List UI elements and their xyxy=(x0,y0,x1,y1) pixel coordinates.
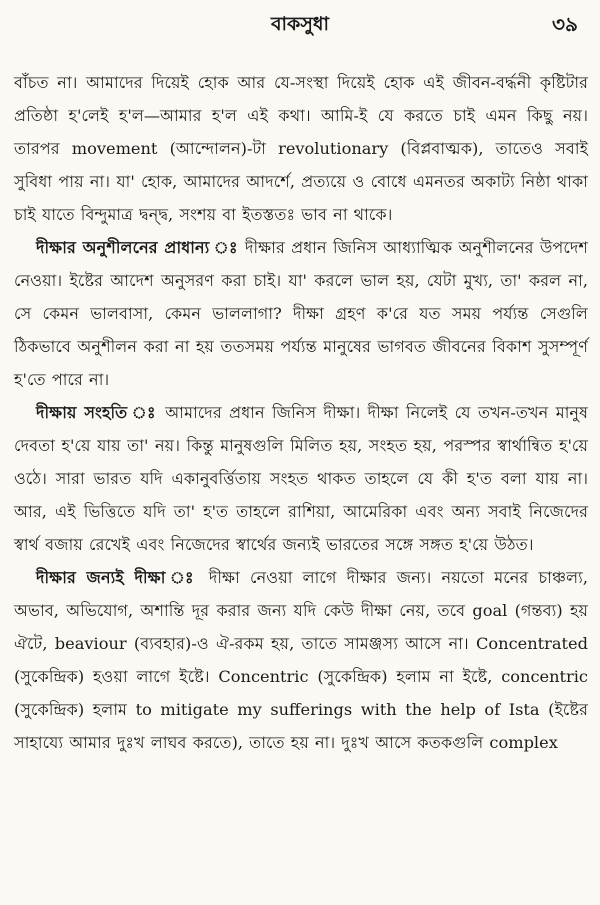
paragraph-heading: দীক্ষার জন্যই দীক্ষা ঃ xyxy=(36,568,199,587)
page-body xyxy=(14,66,588,759)
paragraph-heading: দীক্ষার অনুশীলনের প্রাধান্য ঃ xyxy=(36,238,239,257)
paragraph-initiation-unity xyxy=(14,396,588,561)
paragraph-heading: দীক্ষায় সংহতি ঃ xyxy=(36,403,158,422)
paragraph-continuation xyxy=(14,66,588,231)
running-title: বাকসুধা xyxy=(270,13,330,35)
page-number: ৩৯ xyxy=(552,12,578,36)
page-header xyxy=(0,6,600,42)
paragraph-text: দীক্ষা নেওয়া লাগে দীক্ষার জন্য। নয়তো মনের চাঞ্চল্য, অভাব, অভিযোগ, অশান্তি দূর করার জন্য যদি কেউ দীক্ষা নেয়, তবে goal (গন্তব্য) হয় ঐটে, beaviour (ব্যবহার)-ও ঐ-রকম হয়, তাতে সামঞ্জস্য আসে না। Concentrated (সুকেন্দ্রিক) হওয়া লাগে ইষ্টে। Concentric (সুকেন্দ্রিক) হলাম না ইষ্টে, concentric (সুকেন্দ্রিক) হলাম to mitigate my sufferings with the help of Ista (ইষ্টের সাহায্যে আমার দুঃখ লাঘব করতে), তাতে হয় না। দুঃখ আসে কতকগুলি complex xyxy=(14,568,589,752)
paragraph-initiation-for-initiation xyxy=(14,561,588,759)
paragraph-text: আমাদের প্রধান জিনিস দীক্ষা। দীক্ষা নিলেই যে তখন-তখন মানুষ দেবতা হ'য়ে যায় তা' নয়। কিন্তু মানুষগুলি মিলিত হয়, সংহত হয়, পরস্পর স্বার্থান্বিত হ'য়ে ওঠে। সারা ভারত যদি একানুবর্ত্তিতায় সংহত থাকত তাহলে যে কী হ'ত বলা যায় না। আর, এই ভিত্তিতে যদি তা' হ'ত তাহলে রাশিয়া, আমেরিকা এবং অন্য সবাই নিজেদের স্বার্থ বজায় রেখেই এবং নিজেদের স্বার্থের জন্যই ভারতের সঙ্গে সঙ্গত হ'য়ে উঠত। xyxy=(14,403,588,554)
paragraph-initiation-practice xyxy=(14,231,588,396)
paragraph-text: বাঁচত না। আমাদের দিয়েই হোক আর যে-সংস্থা দিয়েই হোক এই জীবন-বর্দ্ধনী কৃষ্টিটার প্রতিষ্ঠা হ'লেই হ'ল—আমার হ'ল এই কথা। আমি-ই যে করতে চাই এমন কিছু নয়। তারপর movement (আন্দোলন)-টা revolutionary (বিপ্লবাত্মক), তাতেও সবাই সুবিধা পায় না। যা' হোক, আমাদের আদর্শে, প্রত্যয়ে ও বোধে এমনতর অকাট্য নিষ্ঠা থাকা চাই যাতে বিন্দুমাত্র দ্বন্দ্ব, সংশয় বা ইতস্ততঃ ভাব না থাকে। xyxy=(14,73,588,224)
paragraph-text: দীক্ষার প্রধান জিনিস আধ্যাত্মিক অনুশীলনের উপদেশ নেওয়া। ইষ্টের আদেশ অনুসরণ করা চাই। যা' করলে ভাল হয়, যেটা মুখ্য, তা' করল না, সে কেমন ভালবাসা, কেমন ভাললাগা? দীক্ষা গ্রহণ ক'রে যত সময় পর্য্যন্ত সেগুলি ঠিকভাবে অনুশীলন করা না হয় ততসময় পর্য্যন্ত মানুষের ভাগবত জীবনের বিকাশ সুসম্পূর্ণ হ'তে পারে না। xyxy=(14,238,589,389)
